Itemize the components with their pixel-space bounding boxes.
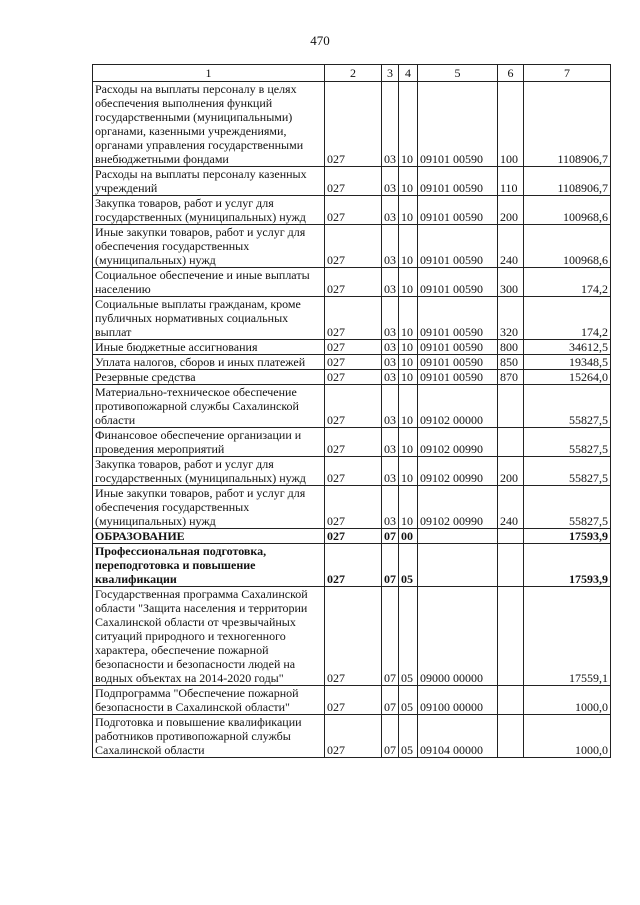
admin-code-cell: 027: [325, 340, 382, 355]
table-row: [93, 167, 611, 196]
admin-code-cell: 027: [325, 529, 382, 544]
subsection-cell: 10: [399, 167, 418, 196]
admin-code-cell: 027: [325, 428, 382, 457]
column-header: 6: [498, 65, 524, 82]
admin-code-cell: 027: [325, 587, 382, 686]
admin-code-cell: 027: [325, 715, 382, 758]
row-name-cell: Подпрограмма "Обеспечение пожарной безопасности в Сахалинской области": [93, 686, 325, 715]
table-row: [93, 225, 611, 268]
expense-type-cell: [498, 544, 524, 587]
amount-cell: 100968,6: [524, 196, 611, 225]
target-article-cell: 09101 00590: [418, 167, 498, 196]
section-cell: 03: [382, 457, 399, 486]
admin-code-cell: 027: [325, 486, 382, 529]
subsection-cell: 10: [399, 82, 418, 167]
section-cell: 03: [382, 196, 399, 225]
admin-code-cell: 027: [325, 544, 382, 587]
table-row: [93, 196, 611, 225]
column-header: 7: [524, 65, 611, 82]
row-name-cell: Расходы на выплаты персоналу в целях обеспечения выполнения функций государственными (муниципальными) органами, казенными учреждениями, органами управления государственными внебюджетными фондами: [93, 82, 325, 167]
subsection-cell: 05: [399, 715, 418, 758]
subsection-cell: 10: [399, 457, 418, 486]
subsection-cell: 05: [399, 544, 418, 587]
amount-cell: 55827,5: [524, 385, 611, 428]
row-name-cell: Профессиональная подготовка, переподготовка и повышение квалификации: [93, 544, 325, 587]
expense-type-cell: 240: [498, 486, 524, 529]
table-row: [93, 529, 611, 544]
table-row: [93, 297, 611, 340]
table-row: [93, 544, 611, 587]
subsection-cell: 00: [399, 529, 418, 544]
section-cell: 03: [382, 340, 399, 355]
expense-type-cell: 800: [498, 340, 524, 355]
table-row: [93, 268, 611, 297]
target-article-cell: 09000 00000: [418, 587, 498, 686]
subsection-cell: 10: [399, 268, 418, 297]
subsection-cell: 05: [399, 587, 418, 686]
row-name-cell: Государственная программа Сахалинской области "Защита населения и территории Сахалинской области от чрезвычайных ситуаций природного и техногенного характера, обеспечение пожарной безопасности и безопасности людей на водных объектах на 2014-2020 годы": [93, 587, 325, 686]
admin-code-cell: 027: [325, 167, 382, 196]
amount-cell: 1108906,7: [524, 82, 611, 167]
expense-type-cell: [498, 428, 524, 457]
section-cell: 07: [382, 529, 399, 544]
row-name-cell: Иные бюджетные ассигнования: [93, 340, 325, 355]
expense-type-cell: 870: [498, 370, 524, 385]
admin-code-cell: 027: [325, 268, 382, 297]
amount-cell: 55827,5: [524, 486, 611, 529]
target-article-cell: 09101 00590: [418, 196, 498, 225]
amount-cell: 17593,9: [524, 529, 611, 544]
amount-cell: 55827,5: [524, 428, 611, 457]
admin-code-cell: 027: [325, 225, 382, 268]
budget-table: [92, 64, 611, 758]
table-header-row: [93, 65, 611, 82]
admin-code-cell: 027: [325, 355, 382, 370]
admin-code-cell: 027: [325, 457, 382, 486]
expense-type-cell: [498, 385, 524, 428]
target-article-cell: 09101 00590: [418, 225, 498, 268]
section-cell: 03: [382, 428, 399, 457]
section-cell: 03: [382, 486, 399, 529]
subsection-cell: 10: [399, 370, 418, 385]
target-article-cell: 09102 00990: [418, 457, 498, 486]
expense-type-cell: [498, 587, 524, 686]
expense-type-cell: 300: [498, 268, 524, 297]
column-header: 4: [399, 65, 418, 82]
admin-code-cell: 027: [325, 686, 382, 715]
amount-cell: 174,2: [524, 297, 611, 340]
row-name-cell: Материально-техническое обеспечение противопожарной службы Сахалинской области: [93, 385, 325, 428]
table-row: [93, 355, 611, 370]
amount-cell: 17593,9: [524, 544, 611, 587]
table-row: [93, 82, 611, 167]
expense-type-cell: [498, 686, 524, 715]
amount-cell: 15264,0: [524, 370, 611, 385]
section-cell: 07: [382, 715, 399, 758]
amount-cell: 100968,6: [524, 225, 611, 268]
table-row: [93, 587, 611, 686]
section-cell: 03: [382, 297, 399, 340]
admin-code-cell: 027: [325, 370, 382, 385]
target-article-cell: 09102 00000: [418, 385, 498, 428]
subsection-cell: 10: [399, 225, 418, 268]
target-article-cell: 09102 00990: [418, 486, 498, 529]
target-article-cell: 09101 00590: [418, 355, 498, 370]
expense-type-cell: 240: [498, 225, 524, 268]
row-name-cell: Социальное обеспечение и иные выплаты населению: [93, 268, 325, 297]
subsection-cell: 10: [399, 196, 418, 225]
row-name-cell: Закупка товаров, работ и услуг для государственных (муниципальных) нужд: [93, 457, 325, 486]
table-row: [93, 385, 611, 428]
section-cell: 03: [382, 385, 399, 428]
subsection-cell: 10: [399, 340, 418, 355]
admin-code-cell: 027: [325, 385, 382, 428]
table-row: [93, 457, 611, 486]
subsection-cell: 05: [399, 686, 418, 715]
table-row: [93, 486, 611, 529]
section-cell: 03: [382, 167, 399, 196]
table-row: [93, 715, 611, 758]
row-name-cell: Иные закупки товаров, работ и услуг для обеспечения государственных (муниципальных) нужд: [93, 225, 325, 268]
column-header: 1: [93, 65, 325, 82]
row-name-cell: Социальные выплаты гражданам, кроме публичных нормативных социальных выплат: [93, 297, 325, 340]
amount-cell: 1000,0: [524, 715, 611, 758]
table-row: [93, 370, 611, 385]
table-row: [93, 340, 611, 355]
admin-code-cell: 027: [325, 196, 382, 225]
amount-cell: 34612,5: [524, 340, 611, 355]
subsection-cell: 10: [399, 297, 418, 340]
amount-cell: 17559,1: [524, 587, 611, 686]
target-article-cell: [418, 544, 498, 587]
table-row: [93, 428, 611, 457]
row-name-cell: Уплата налогов, сборов и иных платежей: [93, 355, 325, 370]
amount-cell: 174,2: [524, 268, 611, 297]
table-body: [93, 82, 611, 758]
target-article-cell: [418, 529, 498, 544]
amount-cell: 1000,0: [524, 686, 611, 715]
target-article-cell: 09101 00590: [418, 268, 498, 297]
section-cell: 03: [382, 225, 399, 268]
table-row: [93, 686, 611, 715]
row-name-cell: ОБРАЗОВАНИЕ: [93, 529, 325, 544]
target-article-cell: 09101 00590: [418, 297, 498, 340]
section-cell: 07: [382, 686, 399, 715]
section-cell: 07: [382, 587, 399, 686]
expense-type-cell: 200: [498, 196, 524, 225]
expense-type-cell: 850: [498, 355, 524, 370]
section-cell: 07: [382, 544, 399, 587]
page-number: 470: [310, 33, 330, 48]
expense-type-cell: 200: [498, 457, 524, 486]
column-header: 5: [418, 65, 498, 82]
section-cell: 03: [382, 370, 399, 385]
row-name-cell: Финансовое обеспечение организации и проведения мероприятий: [93, 428, 325, 457]
target-article-cell: 09100 00000: [418, 686, 498, 715]
amount-cell: 55827,5: [524, 457, 611, 486]
section-cell: 03: [382, 268, 399, 297]
expense-type-cell: [498, 529, 524, 544]
expense-type-cell: 320: [498, 297, 524, 340]
subsection-cell: 10: [399, 428, 418, 457]
amount-cell: 19348,5: [524, 355, 611, 370]
expense-type-cell: 100: [498, 82, 524, 167]
target-article-cell: 09102 00990: [418, 428, 498, 457]
row-name-cell: Закупка товаров, работ и услуг для государственных (муниципальных) нужд: [93, 196, 325, 225]
row-name-cell: Расходы на выплаты персоналу казенных учреждений: [93, 167, 325, 196]
row-name-cell: Подготовка и повышение квалификации работников противопожарной службы Сахалинской области: [93, 715, 325, 758]
amount-cell: 1108906,7: [524, 167, 611, 196]
admin-code-cell: 027: [325, 82, 382, 167]
admin-code-cell: 027: [325, 297, 382, 340]
target-article-cell: 09101 00590: [418, 370, 498, 385]
column-header: 2: [325, 65, 382, 82]
row-name-cell: Иные закупки товаров, работ и услуг для обеспечения государственных (муниципальных) нужд: [93, 486, 325, 529]
target-article-cell: 09101 00590: [418, 340, 498, 355]
subsection-cell: 10: [399, 385, 418, 428]
subsection-cell: 10: [399, 355, 418, 370]
section-cell: 03: [382, 355, 399, 370]
column-header: 3: [382, 65, 399, 82]
target-article-cell: 09101 00590: [418, 82, 498, 167]
subsection-cell: 10: [399, 486, 418, 529]
target-article-cell: 09104 00000: [418, 715, 498, 758]
section-cell: 03: [382, 82, 399, 167]
expense-type-cell: 110: [498, 167, 524, 196]
expense-type-cell: [498, 715, 524, 758]
row-name-cell: Резервные средства: [93, 370, 325, 385]
